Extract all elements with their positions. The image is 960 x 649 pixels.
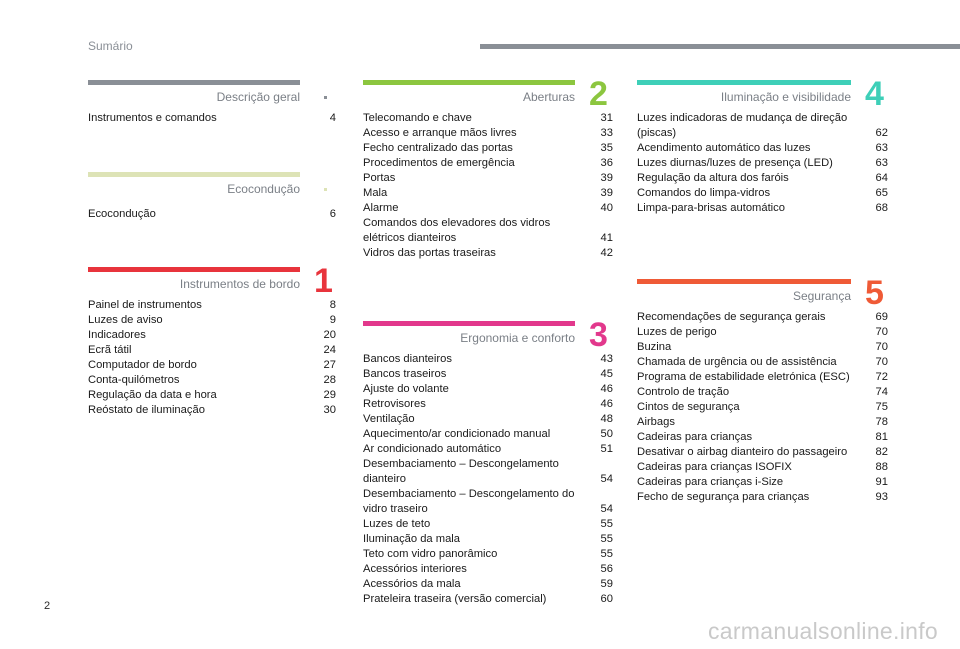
toc-entry-page: 91	[875, 476, 888, 488]
toc-entry-title: Computador de bordo	[88, 359, 197, 371]
toc-entry-title: Regulação da data e hora	[88, 389, 217, 401]
toc-entry[interactable]	[363, 156, 613, 171]
toc-entry-page: 82	[875, 446, 888, 458]
toc-entry[interactable]	[363, 367, 613, 382]
toc-entry[interactable]	[637, 355, 888, 370]
toc-entry-title: Cintos de segurança	[637, 401, 740, 413]
toc-entry-page: 75	[875, 401, 888, 413]
toc-entry[interactable]	[637, 415, 888, 430]
toc-entry[interactable]	[363, 577, 613, 592]
toc-entry[interactable]	[637, 310, 888, 325]
toc-entry-page: 31	[600, 112, 613, 124]
section-color-bar	[637, 80, 851, 85]
section-marker	[324, 188, 327, 191]
toc-entry-page: 8	[329, 299, 336, 311]
section-color-bar	[88, 267, 300, 272]
section-number: 5	[865, 274, 884, 312]
toc-entry-page: 62	[875, 127, 888, 139]
toc-entry-title: Fecho de segurança para crianças	[637, 491, 810, 503]
toc-entry-title: Cadeiras para crianças i-Size	[637, 476, 784, 488]
toc-entry-page: 63	[875, 157, 888, 169]
entry-list	[363, 352, 613, 607]
toc-entry-title: Acesso e arranque mãos livres	[363, 127, 517, 139]
toc-entry-page: 54	[600, 473, 613, 485]
toc-entry-page: 56	[600, 563, 613, 575]
toc-entry-title: Mala	[363, 187, 388, 199]
toc-entry-page: 41	[600, 232, 613, 244]
section-color-bar	[363, 80, 575, 85]
toc-entry[interactable]	[637, 370, 888, 385]
toc-entry-page: 78	[875, 416, 888, 428]
toc-entry-page: 40	[600, 202, 613, 214]
section-color-bar	[88, 80, 300, 85]
toc-entry-page: 60	[600, 593, 613, 605]
toc-entry-page: 88	[875, 461, 888, 473]
toc-entry-page: 65	[875, 187, 888, 199]
toc-entry-page: 28	[323, 374, 336, 386]
toc-entry-page: 39	[600, 187, 613, 199]
toc-entry[interactable]	[637, 475, 888, 490]
toc-entry-title: Prateleira traseira (versão comercial)	[363, 593, 547, 605]
toc-entry-title: Conta-quilómetros	[88, 374, 180, 386]
entry-list	[363, 111, 613, 261]
toc-entry-title: Cadeiras para crianças	[637, 431, 753, 443]
toc-entry[interactable]	[637, 400, 888, 415]
section-marker	[324, 96, 327, 99]
toc-entry[interactable]	[363, 457, 613, 487]
toc-entry[interactable]	[363, 382, 613, 397]
toc-entry[interactable]	[363, 487, 613, 517]
toc-entry[interactable]	[363, 592, 613, 607]
section-title: Iluminação e visibilidade	[720, 90, 851, 104]
toc-entry-title: Programa de estabilidade eletrónica (ESC)	[637, 371, 850, 383]
toc-entry[interactable]	[637, 171, 888, 186]
toc-entry-page: 55	[600, 533, 613, 545]
toc-entry-page: 69	[875, 311, 888, 323]
toc-entry-title: Acendimento automático das luzes	[637, 142, 811, 154]
section-title: Aberturas	[522, 90, 575, 104]
toc-entry-page: 6	[329, 208, 336, 220]
section-number: 1	[314, 262, 333, 300]
toc-entry[interactable]	[88, 373, 336, 388]
section-number: 2	[589, 75, 608, 113]
toc-entry-title: Luzes de perigo	[637, 326, 717, 338]
entry-list	[88, 207, 336, 222]
section-number: 3	[589, 316, 608, 354]
page-number: 2	[44, 600, 51, 612]
toc-entry-page: 54	[600, 503, 613, 515]
toc-entry[interactable]	[363, 562, 613, 577]
toc-entry-title: Luzes de teto	[363, 518, 431, 530]
section-color-bar	[637, 279, 851, 284]
toc-entry-title: Buzina	[637, 341, 672, 353]
toc-entry-title: Luzes indicadoras de mudança de direção (piscas)	[637, 112, 848, 139]
toc-entry-page: 70	[875, 356, 888, 368]
toc-entry-title: Acessórios interiores	[363, 563, 467, 575]
section-title: Instrumentos de bordo	[179, 277, 300, 291]
section-title: Ecocondução	[227, 182, 300, 196]
toc-entry[interactable]	[363, 201, 613, 216]
toc-entry-page: 72	[875, 371, 888, 383]
toc-entry-title: Indicadores	[88, 329, 146, 341]
toc-entry-page: 24	[323, 344, 336, 356]
toc-entry-title: Luzes diurnas/luzes de presença (LED)	[637, 157, 833, 169]
toc-entry-title: Ar condicionado automático	[363, 443, 502, 455]
toc-entry[interactable]	[363, 186, 613, 201]
toc-entry-title: Painel de instrumentos	[88, 299, 202, 311]
toc-entry-title: Luzes de aviso	[88, 314, 163, 326]
toc-entry-title: Alarme	[363, 202, 399, 214]
section-color-bar	[88, 172, 300, 177]
section-title: Ergonomia e conforto	[460, 331, 575, 345]
toc-entry-title: Recomendações de segurança gerais	[637, 311, 826, 323]
toc-entry-page: 42	[600, 247, 613, 259]
toc-entry-title: Airbags	[637, 416, 675, 428]
toc-entry-title: Bancos dianteiros	[363, 353, 452, 365]
section-title: Segurança	[792, 289, 851, 303]
toc-entry-page: 64	[875, 172, 888, 184]
toc-entry-page: 81	[875, 431, 888, 443]
toc-entry-title: Ventilação	[363, 413, 415, 425]
header-label: Sumário	[88, 39, 133, 53]
toc-entry-page: 20	[323, 329, 336, 341]
entry-list	[88, 298, 336, 418]
section-color-bar	[363, 321, 575, 326]
toc-entry[interactable]	[637, 445, 888, 460]
toc-entry-title: Desembaciamento – Descongelamento do vidro traseiro	[363, 488, 575, 515]
section-number: 4	[865, 75, 884, 113]
toc-entry[interactable]	[363, 547, 613, 562]
toc-entry-title: Portas	[363, 172, 396, 184]
toc-entry[interactable]	[88, 298, 336, 313]
toc-entry[interactable]	[363, 111, 613, 126]
toc-entry-page: 39	[600, 172, 613, 184]
entry-list	[637, 111, 888, 216]
toc-entry[interactable]	[363, 397, 613, 412]
toc-entry-title: Procedimentos de emergência	[363, 157, 515, 169]
toc-entry-page: 55	[600, 518, 613, 530]
toc-entry[interactable]	[88, 403, 336, 418]
toc-entry-page: 30	[323, 404, 336, 416]
toc-entry-title: Regulação da altura dos faróis	[637, 172, 789, 184]
toc-entry-page: 68	[875, 202, 888, 214]
toc-entry-page: 48	[600, 413, 613, 425]
toc-entry-title: Bancos traseiros	[363, 368, 447, 380]
toc-entry-page: 33	[600, 127, 613, 139]
toc-entry-title: Fecho centralizado das portas	[363, 142, 513, 154]
toc-entry[interactable]	[363, 126, 613, 141]
toc-entry-title: Telecomando e chave	[363, 112, 472, 124]
toc-entry[interactable]	[363, 427, 613, 442]
toc-entry-page: 4	[329, 112, 336, 124]
toc-entry-title: Desembaciamento – Descongelamento dianteiro	[363, 458, 559, 485]
entry-list	[88, 111, 336, 126]
toc-entry[interactable]	[363, 442, 613, 457]
toc-entry[interactable]	[363, 532, 613, 547]
toc-entry-title: Comandos dos elevadores dos vidros elétricos dianteiros	[363, 217, 551, 244]
toc-entry[interactable]	[637, 141, 888, 156]
toc-entry[interactable]	[637, 111, 888, 141]
toc-entry[interactable]	[637, 201, 888, 216]
toc-entry-title: Reóstato de iluminação	[88, 404, 205, 416]
toc-entry-title: Limpa-para-brisas automático	[637, 202, 785, 214]
toc-entry-title: Retrovisores	[363, 398, 426, 410]
toc-entry-title: Ecocondução	[88, 208, 156, 220]
toc-entry-title: Comandos do limpa-vidros	[637, 187, 771, 199]
toc-entry-title: Ajuste do volante	[363, 383, 449, 395]
toc-entry-page: 46	[600, 383, 613, 395]
toc-entry[interactable]	[363, 141, 613, 156]
toc-entry[interactable]	[363, 246, 613, 261]
toc-entry-title: Aquecimento/ar condicionado manual	[363, 428, 551, 440]
toc-entry[interactable]	[637, 156, 888, 171]
toc-entry-page: 50	[600, 428, 613, 440]
toc-entry-page: 70	[875, 341, 888, 353]
toc-entry[interactable]	[88, 207, 336, 222]
toc-entry[interactable]	[637, 430, 888, 445]
entry-list	[637, 310, 888, 505]
toc-entry-title: Desativar o airbag dianteiro do passageiro	[637, 446, 848, 458]
toc-entry-page: 43	[600, 353, 613, 365]
toc-entry-title: Chamada de urgência ou de assistência	[637, 356, 837, 368]
toc-entry-page: 63	[875, 142, 888, 154]
toc-entry-page: 29	[323, 389, 336, 401]
section-title: Descrição geral	[216, 90, 300, 104]
toc-entry-page: 46	[600, 398, 613, 410]
toc-entry[interactable]	[363, 216, 613, 246]
toc-entry-page: 55	[600, 548, 613, 560]
toc-entry-title: Teto com vidro panorâmico	[363, 548, 498, 560]
toc-entry-page: 74	[875, 386, 888, 398]
toc-entry-title: Acessórios da mala	[363, 578, 461, 590]
toc-entry-page: 45	[600, 368, 613, 380]
toc-entry-title: Instrumentos e comandos	[88, 112, 217, 124]
toc-entry[interactable]	[637, 340, 888, 355]
toc-entry[interactable]	[637, 385, 888, 400]
toc-entry[interactable]	[88, 111, 336, 126]
toc-entry[interactable]	[88, 343, 336, 358]
toc-entry-page: 70	[875, 326, 888, 338]
toc-entry[interactable]	[637, 460, 888, 475]
toc-entry-page: 93	[875, 491, 888, 503]
toc-entry[interactable]	[363, 412, 613, 427]
toc-entry-title: Cadeiras para crianças ISOFIX	[637, 461, 792, 473]
toc-entry[interactable]	[88, 328, 336, 343]
toc-entry-page: 59	[600, 578, 613, 590]
toc-entry[interactable]	[88, 388, 336, 403]
toc-entry-title: Controlo de tração	[637, 386, 730, 398]
toc-entry-title: Vidros das portas traseiras	[363, 247, 496, 259]
toc-entry[interactable]	[88, 313, 336, 328]
toc-entry-page: 27	[323, 359, 336, 371]
toc-entry[interactable]	[637, 186, 888, 201]
toc-entry-page: 9	[329, 314, 336, 326]
toc-entry-page: 51	[600, 443, 613, 455]
toc-entry-title: Ecrã tátil	[88, 344, 132, 356]
toc-entry[interactable]	[88, 358, 336, 373]
toc-entry[interactable]	[637, 490, 888, 505]
toc-entry[interactable]	[363, 171, 613, 186]
watermark: carmanualsonline.info	[707, 618, 938, 644]
toc-entry-title: Iluminação da mala	[363, 533, 461, 545]
toc-entry-page: 36	[600, 157, 613, 169]
toc-entry[interactable]	[363, 517, 613, 532]
toc-entry[interactable]	[637, 325, 888, 340]
header-rule	[480, 44, 960, 49]
toc-entry-page: 35	[600, 142, 613, 154]
toc-entry[interactable]	[363, 352, 613, 367]
